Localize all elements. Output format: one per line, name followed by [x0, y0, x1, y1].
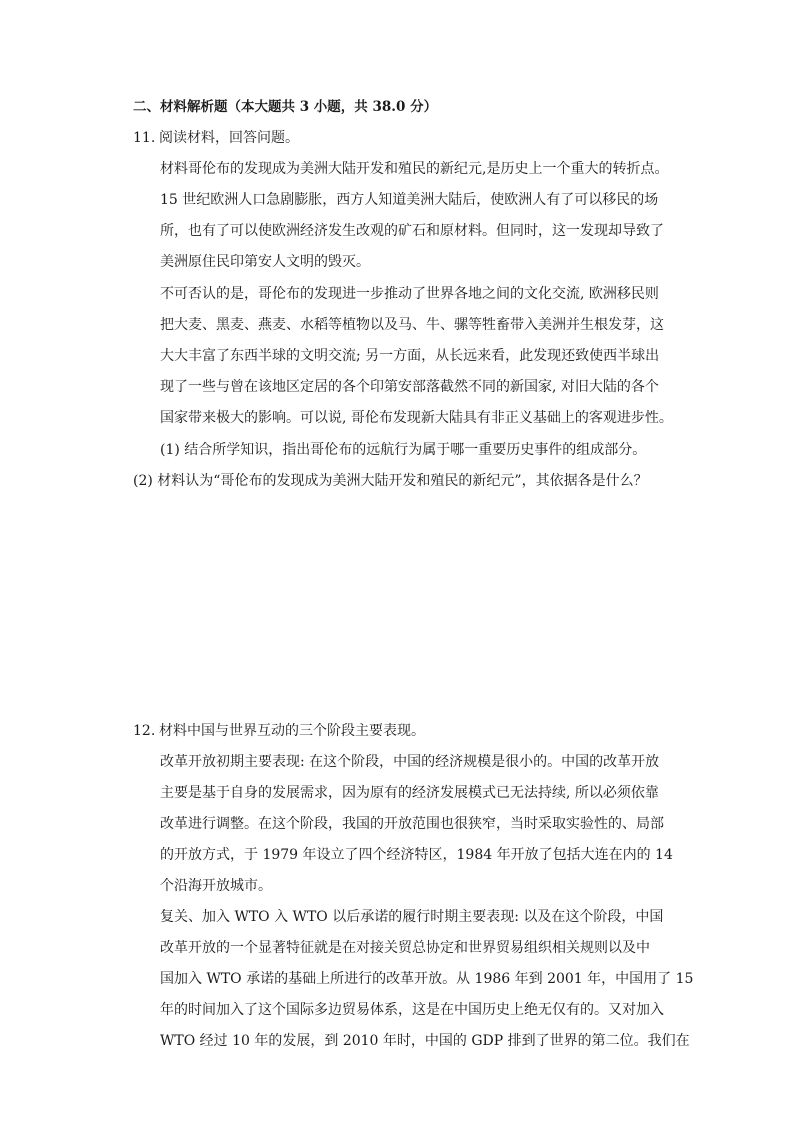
q11-subquestion-1: (1) 结合所学知识，指出哥伦布的远航行为属于哪一重要历史事件的组成部分。 — [160, 442, 647, 458]
q12-material-line-4: 的开放方式，于 1979 年设立了四个经济特区，1984 年开放了包括大连在内的 14 — [160, 847, 673, 863]
q12-material-line-9: 年的时间加入了这个国际多边贸易体系，这是在中国历史上绝无仅有的。又对加入 — [160, 1002, 664, 1018]
q11-material-line-3: 所，也有了可以使欧洲经济发生改观的矿石和原材料。但同时，这一发现却导致了 — [160, 223, 664, 239]
q12-material-line-2: 主要是基于自身的发展需求，因为原有的经济发展模式已无法持续, 所以必须依靠 — [160, 785, 659, 801]
q12-material-line-5: 个沿海开放城市。 — [160, 878, 272, 894]
q11-material-line-4: 美洲原住民印第安人文明的毁灭。 — [160, 254, 370, 270]
q12-material-line-7: 改革开放的一个显著特征就是在对接关贸总协定和世界贸易组织相关规则以及中 — [160, 940, 650, 956]
question-11-stem — [133, 128, 299, 148]
q11-material-line-5: 不可否认的是，哥伦布的发现进一步推动了世界各地之间的文化交流, 欧洲移民则 — [160, 286, 659, 302]
section-title: 二、材料解析题（本大题共 3 小题，共 38.0 分） — [133, 99, 438, 115]
question-12-number: 12. — [133, 723, 156, 739]
q11-material-line-6: 把大麦、黑麦、燕麦、水稻等植物以及马、牛、骡等牲畜带入美洲并生根发芽，这 — [160, 317, 664, 333]
q11-material-line-1: 材料哥伦布的发现成为美洲大陆开发和殖民的新纪元,是历史上一个重大的转折点。 — [160, 161, 669, 177]
q12-material-line-1: 改革开放初期主要表现: 在这个阶段，中国的经济规模是很小的。中国的改革开放 — [160, 754, 660, 770]
q12-material-line-6: 复关、加入 WTO 入 WTO 以后承诺的履行时期主要表现: 以及在这个阶段，中国 — [160, 909, 664, 925]
question-12-stem — [133, 721, 425, 741]
q12-material-line-10: WTO 经过 10 年的发展，到 2010 年时，中国的 GDP 排到了世界的第二位。我们在 — [160, 1033, 690, 1049]
q12-material-line-8: 国加入 WTO 承诺的基础上所进行的改革开放。从 1986 年到 2001 年，中国用了 15 — [160, 971, 694, 987]
q11-material-line-2: 15 世纪欧洲人口急剧膨胀，西方人知道美洲大陆后，使欧洲人有了可以移民的场 — [160, 192, 659, 208]
q11-material-line-8: 现了一些与曾在该地区定居的各个印第安部落截然不同的新国家, 对旧大陆的各个 — [160, 379, 659, 395]
question-11-number: 11. — [133, 130, 156, 146]
q12-material-line-3: 改革进行调整。在这个阶段，我国的开放范围也很狭窄，当时采取实验性的、局部 — [160, 816, 664, 832]
q11-subquestion-2: (2) 材料认为“哥伦布的发现成为美洲大陆开发和殖民的新纪元”，其依据各是什么？ — [133, 473, 648, 489]
q11-material-line-9: 国家带来极大的影响。可以说, 哥伦布发现新大陆具有非正义基础上的客观进步性。 — [160, 410, 673, 426]
question-12-stem-text: 材料中国与世界互动的三个阶段主要表现。 — [159, 723, 425, 739]
q11-material-line-7: 大大丰富了东西半球的文明交流; 另一方面，从长远来看，此发现还致使西半球出 — [160, 348, 660, 364]
question-11-stem-text: 阅读材料，回答问题。 — [159, 130, 299, 146]
